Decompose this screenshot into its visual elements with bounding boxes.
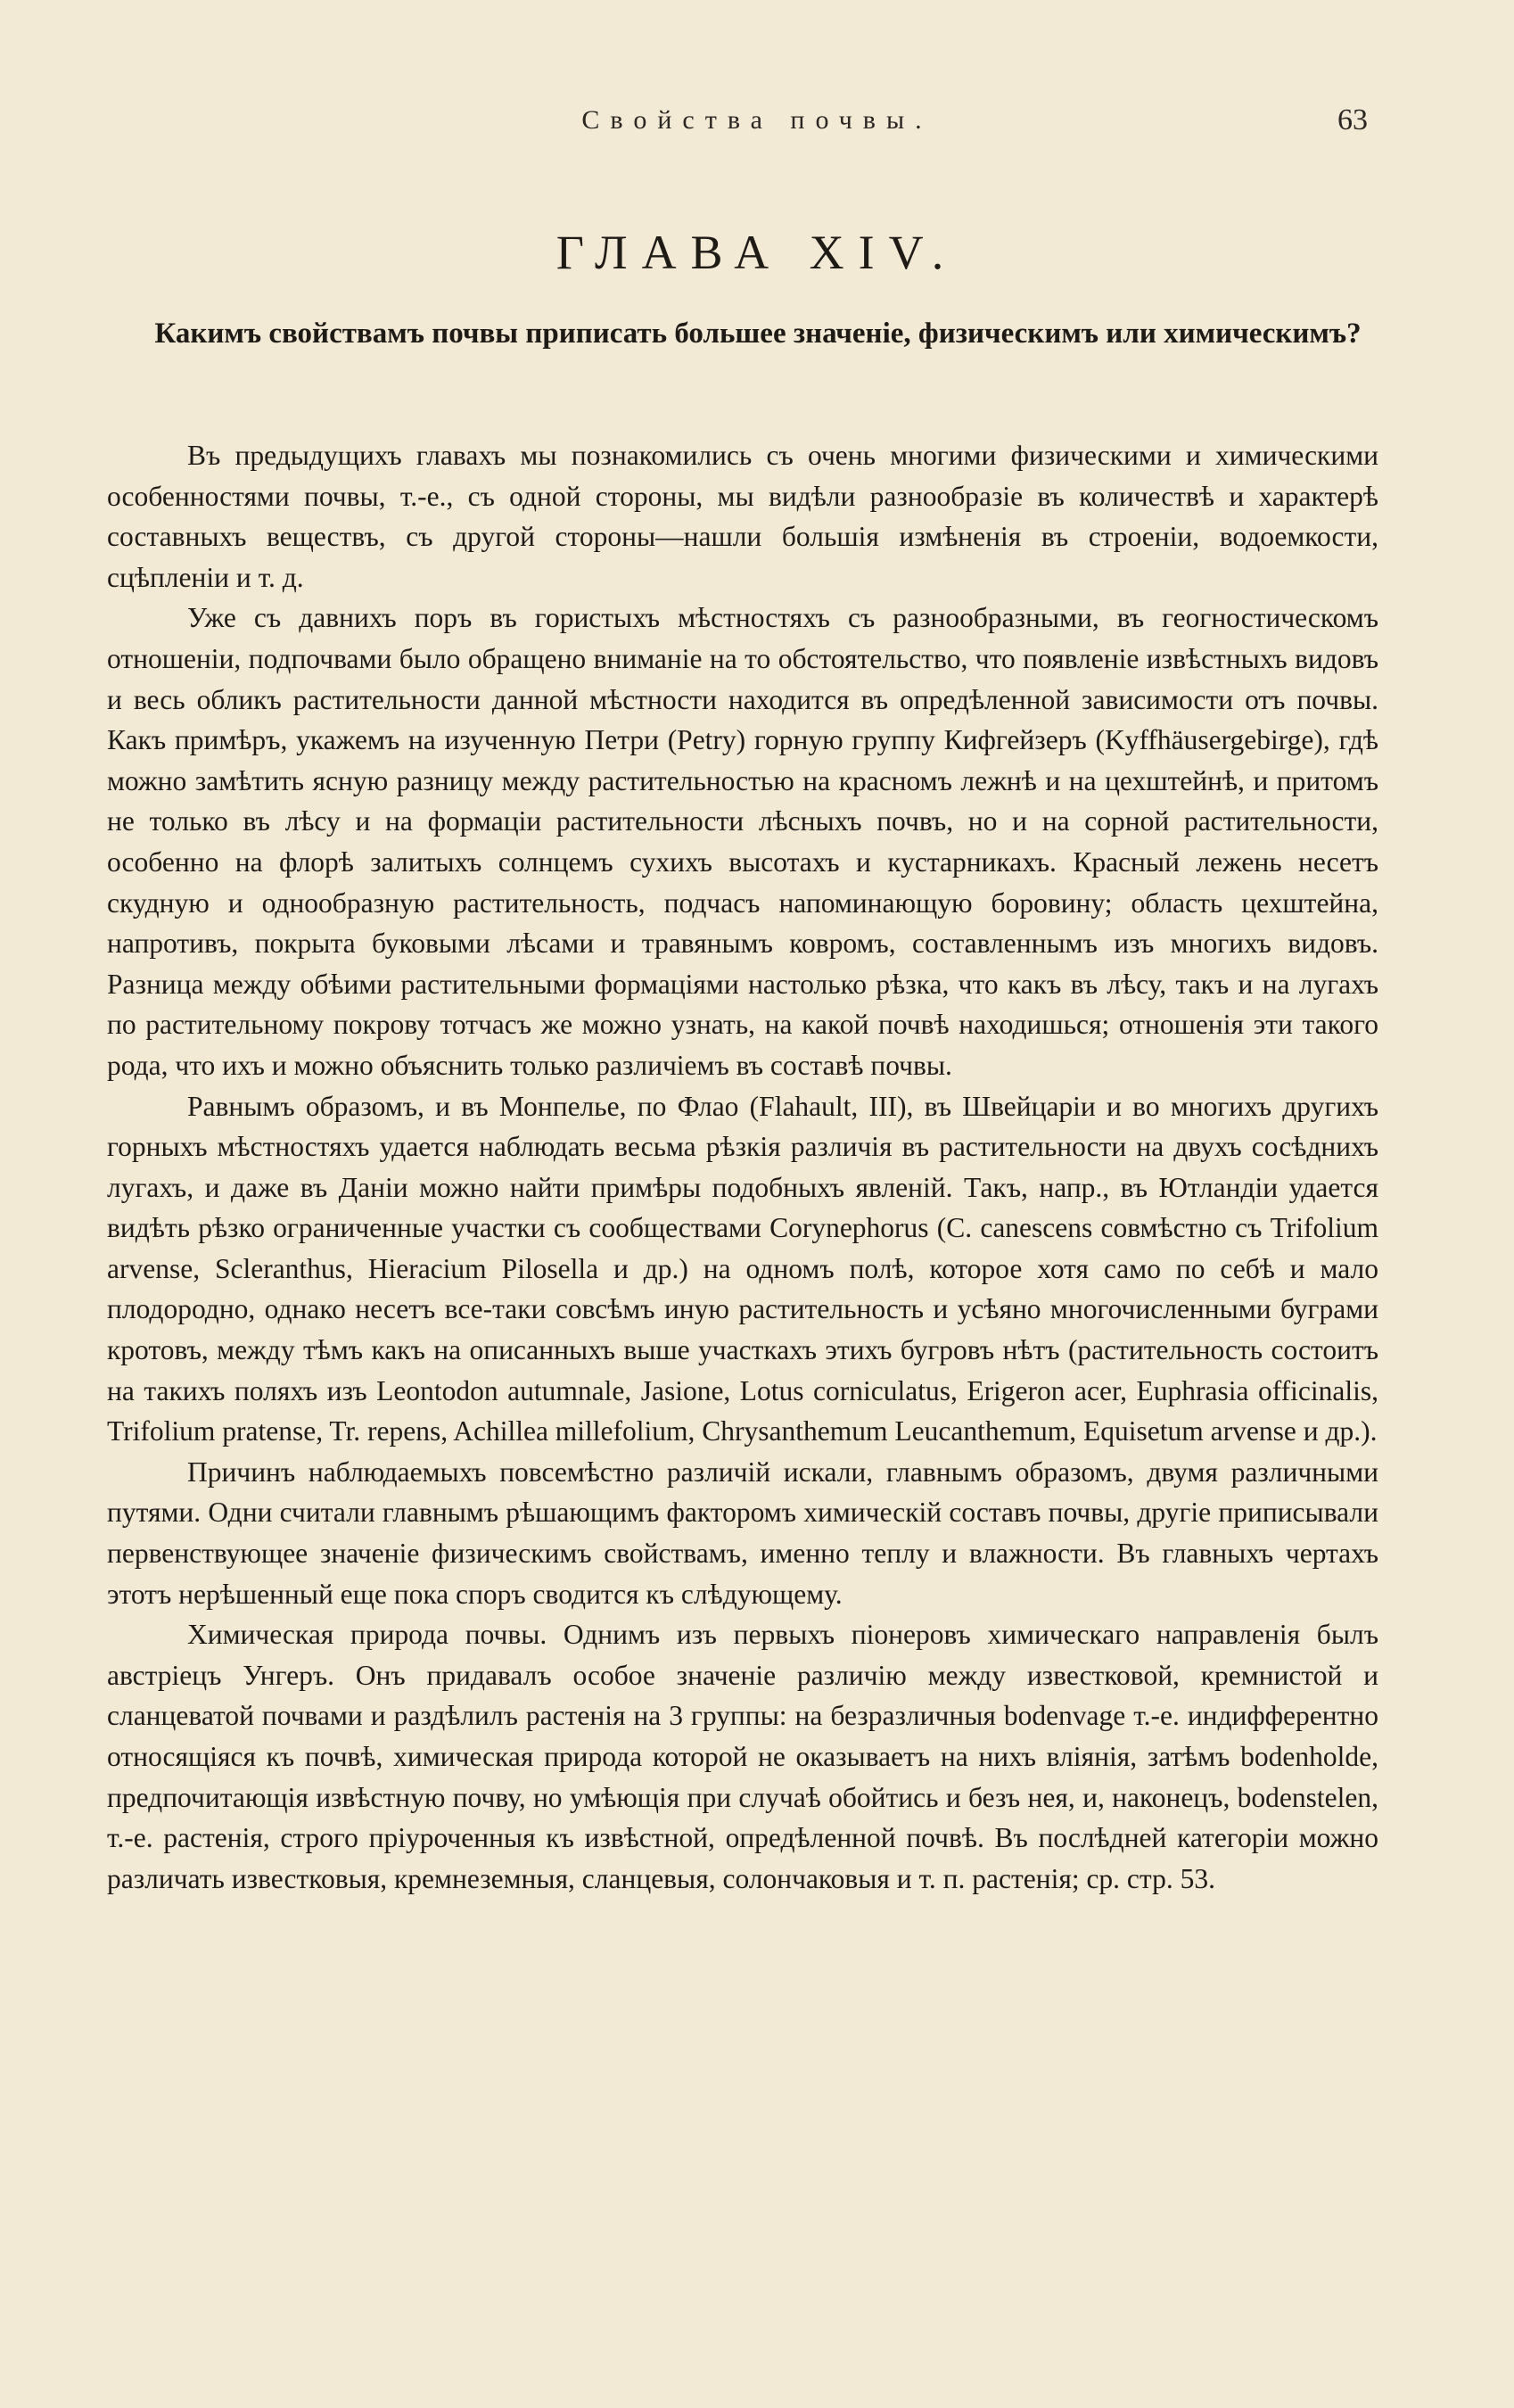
- paragraph-1: Въ предыдущихъ главахъ мы познакомились съ очень многими физическими и химическими особенностями почвы, т.-е., съ одной стороны, мы видѣли разнообразiе въ количествѣ и характерѣ составныхъ веществъ, съ другой стороны—нашли большiя измѣненiя въ строенiи, водоемкости, сцѣпленiи и т. д.: [107, 440, 1378, 593]
- chapter-subtitle: Какимъ свойствамъ почвы приписать большее значенiе, физическимъ или химическимъ?: [154, 317, 1362, 350]
- chapter-title: ГЛАВА XIV.: [555, 226, 959, 279]
- paragraph-2: Уже съ давнихъ поръ въ гористыхъ мѣстностяхъ съ разнообразными, въ геогностическомъ отношенiи, подпочвами было обращено вниманiе на то обстоятельство, что появленiе извѣстныхъ видовъ и весь обликъ растительности данной мѣстности находится въ опредѣленной зависимости отъ почвы. Какъ примѣръ, укажемъ на изученную Петри (Petry) горную группу Кифгейзеръ (Kyffhäusergebirge), гдѣ можно замѣтить ясную разницу между растительностью на красномъ лежнѣ и на цехштейнѣ, и притомъ не только въ лѣсу и на формацiи растительности лѣсныхъ почвъ, но и на сорной растительности, особенно на флорѣ залитыхъ солнцемъ сухихъ высотахъ и кустарникахъ. Красный лежень несетъ скудную и однообразную растительность, подчасъ напоминающую боровину; область цехштейна, напротивъ, покрыта буковыми лѣсами и травянымъ ковромъ, составленнымъ изъ многихъ видовъ. Разница между обѣими растительными формацiями настолько рѣзка, что какъ въ лѣсу, такъ и на лугахъ по растительному покрову тотчасъ же можно узнать, на какой почвѣ находишься; отношенiя эти такого рода, что ихъ и можно объяснить только различiемъ въ составѣ почвы.: [107, 602, 1378, 1081]
- paragraph-5: Химическая природа почвы. Однимъ изъ первыхъ пiонеровъ химическаго направленiя былъ австрiецъ Унгеръ. Онъ придавалъ особое значенiе различiю между известковой, кремнистой и сланцеватой почвами и раздѣлилъ растенiя на 3 группы: на безразличныя bodenvage т.-е. индифферентно относящiяся къ почвѣ, химическая природа которой не оказываетъ на нихъ влiянiя, затѣмъ bodenholde, предпочитающiя извѣстную почву, но умѣющiя при случаѣ обойтись и безъ нея, и, наконецъ, bodenstelen, т.-е. растенiя, строго прiуроченныя къ извѣстной, опредѣленной почвѣ. Въ послѣдней категорiи можно различать известковыя, кремнеземныя, сланцевыя, солончаковыя и т. п. растенiя; ср. стр. 53.: [107, 1619, 1378, 1894]
- paragraph-4: Причинъ наблюдаемыхъ повсемѣстно различiй искали, главнымъ образомъ, двумя различными путями. Одни считали главнымъ рѣшающимъ факторомъ химическiй составъ почвы, другiе приписывали первенствующее значенiе физическимъ свойствамъ, именно теплу и влажности. Въ главныхъ чертахъ этотъ нерѣшенный еще пока споръ сводится къ слѣдующему.: [107, 1456, 1378, 1610]
- running-head: Свойства почвы.: [581, 105, 933, 135]
- body-text: [107, 435, 1378, 1899]
- page-number: 63: [1337, 103, 1368, 136]
- paragraph-3: Равнымъ образомъ, и въ Монпелье, по Флао (Flahault, III), въ Швейцарiи и во многихъ другихъ горныхъ мѣстностяхъ удается наблюдать весьма рѣзкiя различiя въ растительности на двухъ сосѣднихъ лугахъ, и даже въ Данiи можно найти примѣры подобныхъ явленiй. Такъ, напр., въ Ютландiи удается видѣть рѣзко ограниченные участки съ сообществами Corynephorus (C. canescens совмѣстно съ Trifolium arvense, Scleranthus, Hieracium Pilosella и др.) на одномъ полѣ, которое хотя само по себѣ и мало плодородно, однако несетъ все-таки совсѣмъ иную растительность и усѣяно многочисленными буграми кротовъ, между тѣмъ какъ на описанныхъ выше участкахъ этихъ бугровъ нѣтъ (растительность состоитъ на такихъ поляхъ изъ Leontodon autumnale, Jasione, Lotus corniculatus, Erigeron acer, Euphrasia officinalis, Trifolium pratense, Tr. repens, Achillea millefolium, Chrysanthemum Leucanthemum, Equisetum arvense и др.).: [107, 1090, 1378, 1447]
